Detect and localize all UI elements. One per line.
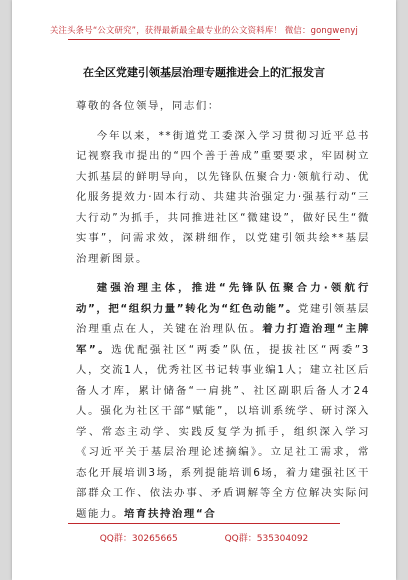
paragraph-intro: 今年以来，**街道党工委深入学习贯彻习近平总书记视察我市提出的“四个善于善成”重要要求，牢固树立大抓基层的鲜明导向，以先锋队伍聚合力·领航行动、优化服务提效力·固本行动、共建共治强定力·强基行动“三大行动”为抓手，共同推进社区“微建设”，做好民生“微实事”，问需求效，深耕细作，以党建引领共绘**基层治理新图景。 (76, 129, 370, 265)
footer-qq-group-2: QQ群：535304092 (224, 534, 309, 544)
paragraph-text-detail: 选优配强社区“两委”队伍，提拔社区“两委”3人，交流1人，优秀社区书记转事业编1人；建立社区后备人才库，累计储备“一肩挑”、社区副职后备人才24人。强化为社区干部“赋能”，以培训系统学、研讨深入学、常态主动学、实践反复学为抓手，组织深入学习《习近平关于基层治理论述摘编》。立足社工需求，常态化开展培训3场，系列提能培训6场，着力建强社区干部群众工作、依法办事、矛盾调解等全方位解决实际问题能力。 (76, 343, 370, 520)
document-title: 在全区党建引领基层治理专题推进会上的汇报发言 (83, 66, 325, 79)
paragraph-governance (76, 278, 370, 524)
footer (12, 531, 396, 544)
footer-qq-group-1: QQ群：30265665 (99, 534, 178, 544)
paragraph-heading: 建强治理主体，推进“先锋队伍聚合力·领航行动”，把“组织力量”转化为“红色动能”。 (76, 282, 370, 315)
salutation: 尊敬的各位领导，同志们： (76, 100, 220, 112)
document-page (12, 0, 396, 580)
subheading-cultivate: 培育扶持治理“合 (123, 507, 217, 520)
paragraph-text: 党建引领基层治理重点在人，关键在治理队伍。 (76, 302, 370, 335)
subheading-main-force: 着力打造治理“主牌军”。 (76, 323, 371, 356)
document-body (76, 96, 370, 533)
header-banner: 关注头条号“公文研究”，获得最新最全最专业的公文资料库！ 微信：gongwenyj (49, 25, 359, 35)
header-divider (68, 39, 340, 40)
footer-divider (68, 523, 340, 524)
